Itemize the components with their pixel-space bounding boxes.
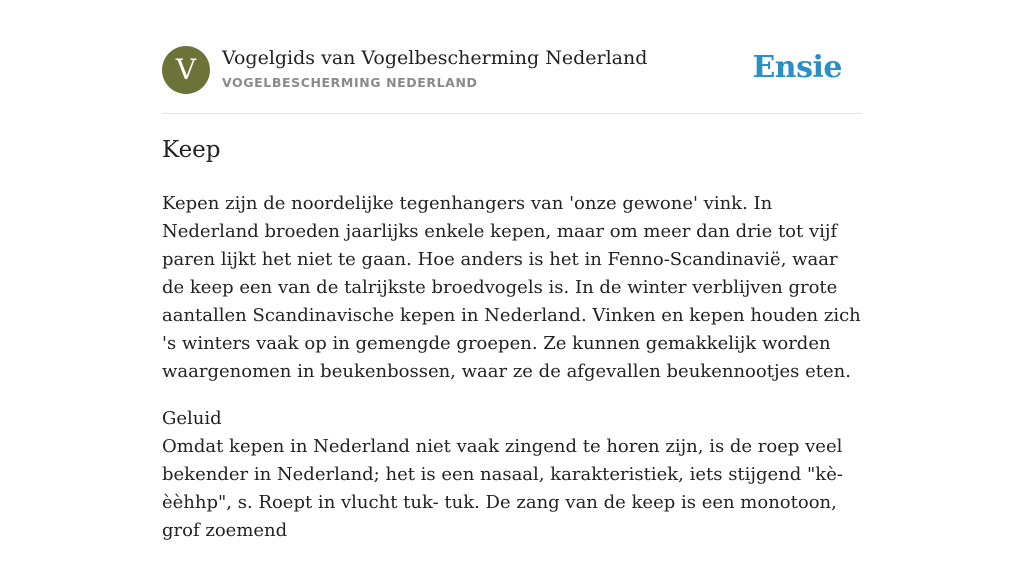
source-title[interactable]: Vogelgids van Vogelbescherming Nederland — [222, 47, 648, 69]
source-header — [162, 46, 862, 96]
header-divider — [162, 113, 862, 114]
entry-intro: Kepen zijn de noordelijke tegenhangers van 'onze gewone' vink. In Nederland broeden jaarlijks enkele kepen, maar om meer dan drie tot vijf paren lijkt het niet te gaan. Hoe anders is het in Fenno-Scandinavië, waar de keep een van de talrijkste broedvogels is. In de winter verblijven grote aantallen Scandinavische kepen in Nederland. Vinken en kepen houden zich 's winters vaak op in gemengde groepen. Ze kunnen gemakkelijk worden waargenomen in beukenbossen, waar ze de afgevallen beukennootjes eten. — [162, 193, 861, 382]
entry-section-geluid — [162, 405, 862, 545]
entry-title: Keep — [162, 137, 221, 163]
section-title: Geluid — [162, 408, 222, 429]
source-subtitle[interactable]: VOGELBESCHERMING NEDERLAND — [222, 75, 478, 90]
section-text: Omdat kepen in Nederland niet vaak zingend te horen zijn, is de roep veel bekender in Nederland; het is een nasaal, karakteristiek, iets stijgend "kè-èèhhp", s. Roept in vlucht tuk- tuk. De zang van de keep is een monotoon, grof zoemend — [162, 436, 843, 541]
entry-body — [162, 190, 862, 564]
source-avatar[interactable]: V — [162, 46, 210, 94]
ensie-logo[interactable]: Ensie — [752, 50, 842, 85]
